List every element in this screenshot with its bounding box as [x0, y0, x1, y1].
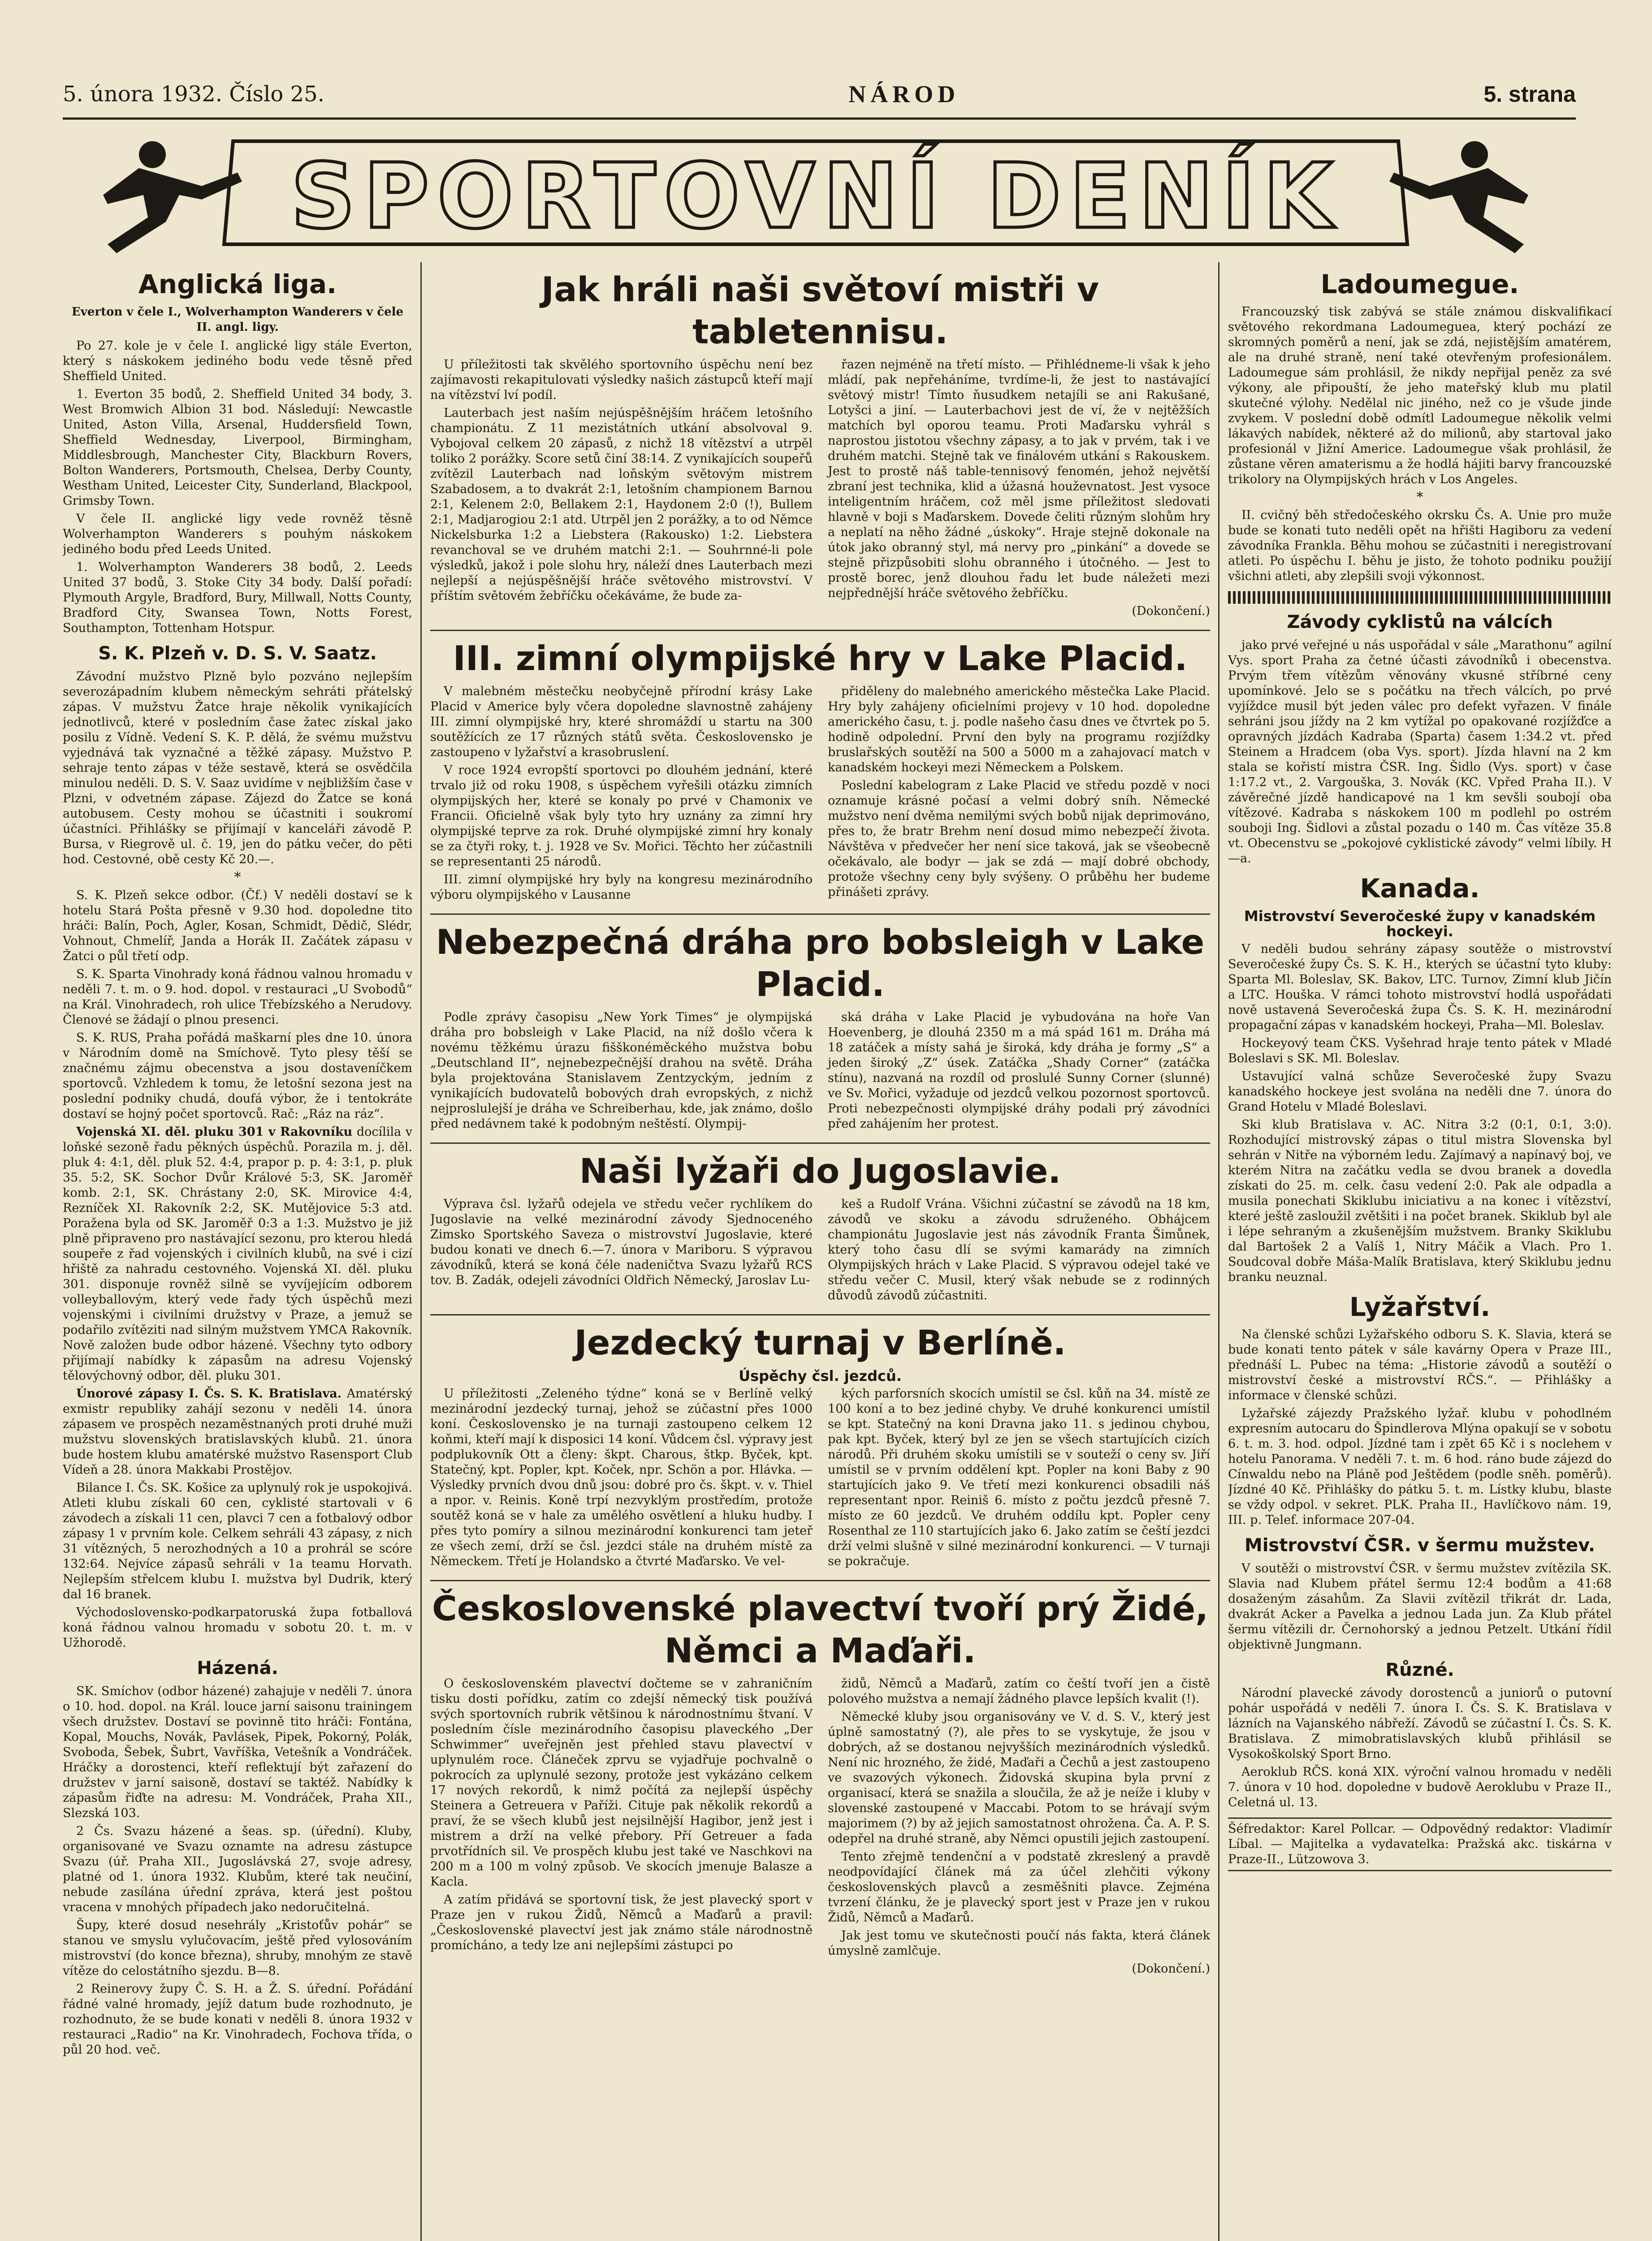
article-paragraph: Tento zřejmě tendenční a v podstatě zkreslený a pravdě neodpovídající článek má za účel zlehčiti výkony československých plavců a zesměšniti plavce. Zejména tvrzení článku, že je plavecký sport jest v Praze jen v rukou Židů, Němců a Maďarů.: [828, 1850, 1210, 1925]
article-paragraph: Národní plavecké závody dorostenců a juniorů o putovní pohár uspořádá v neděli 7. února I. Čs. S. K. Bratislava v lázních na Vajanského nábřeží. Závodů se zúčastní I. Čs. S. K. Bratislava. Z mimobratislavských klubů přihlásil se Vysokoškolský Sport Brno.: [1228, 1686, 1612, 1761]
article-paragraph: Jak jest tomu ve skutečnosti poučí nás fakta, která článek úmyslně zamlčuje.: [828, 1929, 1210, 1958]
article-paragraph: židů, Němců a Maďarů, zatím co čeští tvoří jen a čistě polového mužstva a nemají žádného plavce lepších kvalit (!).: [828, 1677, 1210, 1706]
article-paragraph: A zatím přidává se sportovní tisk, že jest plavecký sport v Praze jen v rukou Židů, Němců a Maďarů a pravil: „Československé plavectví jest jak známo stále národnostně promícháno, a tedy lze ani nejlepšími zástupci po: [430, 1893, 813, 1952]
article-paragraph: V malebném městečku neobyčejně přírodní krásy Lake Placid v Americe byly včera dopoledne slavnostně zahájeny III. zimní olympijské hry, které shromáždí u startu na 300 soutěžících ze 17 různých států světa. Československo je zastoupeno v lyžařství a krasobruslení.: [430, 684, 813, 759]
article-paragraph: jako prvé veřejné u nás uspořádal v sále „Marathonu“ agilní Vys. sport Praha za četné účasti závodníků i obecenstva. Prvým třem vítězům věnovány vkusné stříbrné ceny upomínkové. Jelo se s počátku na třech válcích, po prvé vyjíždce musil být jeden válec pro defekt vyřazen. V finále sehráni jsou jíždy na 2 km vytížal po opakované rozjížďce a opravných jízdách Kadraba (Sparta) časem 1:34.2 vt. před Steinem a Hradcem (oba Vys. sport). Jízda hlavní na 2 km stala se kořistí mistra ČSR. Ing. Šidlo (Vys. sport) v čase 1:17.2 vt., 2. Vargouška, 3. Novák (KC. Vpřed Praha II.). V závěrečné jízdě handicapové na 1 km sevšli soubojí oba vítězové. Kadraba s náskokem 100 m podlehl po ostrém souboji Ing. Šidlovi a zůstal pozadu o 140 m. Čas vítěze 35.8 vt. Obecenstvu se „pokojové cyklistické závody“ velmi líbily. H—a.: [1228, 638, 1612, 865]
section-rule: [430, 630, 1210, 631]
continuation-note: (Dokončení.): [1132, 604, 1210, 618]
article-paragraph: U příležitosti „Zeleného týdne“ koná se v Berlíně velký mezinárodní jezdecký turnaj, jehož se zúčastní přes 1000 koní. Československo je na turnaji zastoupeno celkem 12 koňmi, kteří mají k disposici 14 koní. Vůdcem čsl. výpravy jest podplukovník Ott a členy: škpt. Charous, štkp. Byček, kpt. Statečný, kpt. Popler, kpt. Koček, npr. Schön a por. Hlávka. — Výsledky prvních dvou dnů jsou: dobré pro čs. škpt. v. v. Thiel a npor. v. Reinis. Koně trpí nezvyklým prostředím, protože soutěž koná se v hale za umělého osvětlení a hluku hudby. I přes tyto pomíry a silnou mezinárodní konkurenci tam jeteř ze všech zemí, drží se čsl. jezdci stále na druhém místě za Německem. Třetí je Holandsko a čtvrté Maďarsko. Ve vel-: [430, 1387, 813, 1568]
headline-berlin: Jezdecký turnaj v Berlíně.: [574, 1323, 1066, 1363]
section-rule: [430, 913, 1210, 915]
masthead-title: SPORTOVNÍ DENÍK: [290, 144, 1341, 249]
article-tabletennis: [430, 357, 1210, 622]
subheadline-berlin: Úspěchy čsl. jezdců.: [739, 1367, 902, 1384]
article-paragraph: III. zimní olympijské hry byly na kongresu mezinárodního výboru olympijského v Lausanne: [430, 873, 813, 902]
headline-cyklistu: Závody cyklistů na válcích: [1287, 612, 1553, 632]
headline-anglicka-liga: Anglická liga.: [138, 269, 337, 299]
article-paragraph: Bilance I. Čs. SK. Košice za uplynulý rok je uspokojivá. Atleti klubu získali 60 cen, cyklisté startovali v 6 závodech a získali 11 cen, plavci 7 cen a fotbalový odbor zápasy 1 v prvním kole. Celkem sehráli 43 zápasy, z nich 31 vítězných, 5 nerozhodných a 10 a prohrál se scóre 132:64. Nejvíce zápasů sehráli v 1a teamu Horvath. Nejlepším střelcem klubu I. mužstva byl Dudrik, který dal 16 branek.: [63, 1481, 412, 1601]
article-lake-placid: [430, 684, 1210, 905]
imprint: Šéfredaktor: Karel Pollcar. — Odpovědný redaktor: Vladimír Líbal. — Majitelka a vydavatelka: Pražská akc. tiskárna v Praze-II., Lützowova 3.: [1228, 1817, 1612, 1871]
headline-ladoumegue: Ladoumegue.: [1320, 269, 1519, 299]
runner-left-icon: [103, 141, 242, 253]
article-paragraph: Poslední kabelogram z Lake Placid ve středu pozdě v noci oznamuje krásné počasí a velmi dobrý sníh. Německé mužstvo není dvěma nemilými svých bobů nijak deprimováno, přes to, že bratr Brehm není dosud mimo nebezpečí života. Návštěva v předvečer her není sice taková, jak se všeobecně očekávalo, ale bodyr — jak se zdá — mají dobré obchody, protože všechny ceny byly svýšeny. O průběhu her budeme přinášeti zprávy.: [828, 779, 1210, 899]
article-paragraph: keš a Rudolf Vrána. Všichni zúčastní se závodů na 18 km, závodů ve skoku a závodu sdruženého. Obhájcem championátu Jugoslavie jest nás závodník Franta Šimůnek, který toho času dlí se svými kamarády na zimních Olympijských hrách v Lake Placid. S výpravou odejel také ve středu večer C. Musil, který však nebude se z rodinných důvodů závodů zúčastniti.: [828, 1197, 1210, 1302]
article-jugoslavie: [430, 1197, 1210, 1306]
article-paragraph: V roce 1924 evropští sportovci po dlouhém jednání, které trvalo již od roku 1908, s úspěchem vyřešili otázku zimních olympijských her, které se konaly po prvé v Chamonix ve Francii. Oficielně však byly tyto hry uznány za zimní hry olympijské teprve za rok. Druhé olympijské zimní hry konaly se za čtyři roky, t. j. 1928 ve Sv. Mořici. Těchto her zúčastnili se representanti 25 národů.: [430, 763, 813, 869]
headline-tabletennis: Jak hráli naši světoví mistři v tabletennisu.: [541, 269, 1099, 351]
article-paragraph: 2 Reinerovy župy Č. S. H. a Ž. S. úřední. Pořádání řádné valné hromady, jejíž datum bude rozhodnuto, je rozhodnuto, že se bude konati v neděli 8. února 1932 v restauraci „Radio“ na Kr. Vinohradech, Fochova třída, o půl 20 hod. več.: [63, 1982, 412, 2057]
headline-kanada: Kanada.: [1360, 873, 1480, 904]
headline-lyzarstvi: Lyžařství.: [1349, 1292, 1491, 1322]
continuation-note: (Dokončení.): [1132, 1962, 1210, 1976]
notice-paragraph: S. K. RUS, Praha pořádá maškarní ples dne 10. února v Národním domě na Smíchově. Tyto plesy těší se značnému zájmu obecenstva a jsou dostaveníčkem sportovců. Vzhledem k tomu, že letošní sezona jest na poslední podniky chudá, doufá výbor, že i tentokráte dostaví se hojný počet sportovců. Rač: „Ráz na ráz“.: [63, 1031, 412, 1121]
section-rule: [430, 1314, 1210, 1315]
paper-name: NÁROD: [848, 81, 960, 108]
article-paragraph: Šupy, které dosud nesehrály „Kristoťův pohár“ se stanou ve smyslu vylučovacím, ještě před vylosováním mistrovství (do konce března), shruby, mnohým ze stavě vítěze do celostátního sjezdu. B—8.: [63, 1918, 412, 1978]
section-rule: [430, 1142, 1210, 1144]
article-paragraph: řazen nejméně na třetí místo. — Přihlédneme-li však k jeho mládí, pak nepřeháníme, tvrdíme-li, že jest to nastávající světový mistr! Tímto ňusudkem netajíli se ani Rakušané, Lotyšci a jiní. — Lauterbachovi jest de ví, že v nejtěžších matchích byl oporou teamu. Proti Maďarsku vyhrál s naprostou jistotou všechny zápasy, a to jak v prvém, tak i ve druhém matchi. Stejně tak ve finálovém utkání s Rakouskem. Jest to prostě náš table-tennisový fenomén, jehož největší zbraní jest technika, klid a úžasná houževnatost. Jest vysoce inteligentním hráčem, což měl jsme příležitost sledovati hlavně v boji s Maďarskem. Dovede čeliti různým slohům hry a neplatí na něho žádné „úskoky“. Hraje stejně dokonale na útok jako obranný styl, má nervy pro „pinkání“ a dovede se stejně přizpůsobiti slohu obranného i útočného. — Jest to prostě borec, jenž dlouhou řadu let bude náležeti mezi nejpřednější hráče světového žebříčku.: [828, 358, 1210, 600]
article-paragraph: Německé kluby jsou organisovány ve V. d. S. V., který jest úplně samostatný (?), ale přes to se vyskytuje, že jsou v dobrých, až se dostanou nejvyšších mezinárodních výsledků. Není nic hrozného, že židé, Maďaři a Čechů a jest zastoupeno ve svazových výkonech. Židovská skupina byla první z organisací, která se snažila a sloučila, že až je neíže i kluby v slovenské zastoupené v Maccabi. Potom to se hrávají svým majorimem (?) by až jejich samostatnost ohrožena. Ča. A. P. S. odepřel na druhé straně, aby Němci opustili jejich zastoupení.: [828, 1710, 1210, 1846]
article-paragraph: Lyžařské zájezdy Pražského lyžař. klubu v pohodlném expresním autocaru do Špindlerova Mlýna opakují se v sobotu 6. t. m. 3. hod. odpol. Jízdné tam i zpět 65 Kč i s noclehem v hotelu Panorama. V neděli 7. t. m. 6 hod. ráno bude zájezd do Cínwaldu nebo na Pláně pod Ještědem (podle sněh. poměrů). Jízdné 40 Kč. Přihlášky do pátku 5. t. m. Lístky klubu, blaste se vždy odpol. v sekret. PLK. Praha II., Havlíčkovo nám. 19, III. p. Telef. informace 207-04.: [1228, 1406, 1612, 1527]
article-paragraph: přiděleny do malebného amerického městečka Lake Placid. Hry byly zahájeny oficielními projevy v 10 hod. dopoledne amerického času, t. j. podle našeho času dnes ve čtvrtek po 5. hodině odpolední. První den byly na programu rozjíždky bruslařských soutěží na 500 a 5000 m a zahajovací match v kanadském hockeyi mezi Německem a Polskem.: [828, 684, 1210, 774]
column-center: [430, 262, 1210, 2241]
page-columns: [63, 262, 1612, 2241]
article-paragraph: Aeroklub RČS. koná XIX. výroční valnou hromadu v neděli 7. února v 10 hod. dopoledne v budově Aeroklubu v Praze II., Celetná ul. 13.: [1228, 1765, 1612, 1809]
article-paragraph: Po 27. kole je v čele I. anglické ligy stále Everton, který s náskokem jediného bodu vede těsně před Sheffield United.: [63, 339, 412, 383]
article-paragraph: II. cvičný běh středočeského okrsku Čs. A. Unie pro muže bude se konati tuto neděli opět na hřišti Hagiboru za vedení závodníka Frankla. Běhu mohou se zúčastniti i neregistrovaní atleti. Po úspěchu I. běhu je jisto, že tohoto podniku použijí všichni atleti, aby zlepšili svoji výkonnost.: [1228, 508, 1612, 583]
column-right: [1228, 262, 1612, 2241]
dotted-divider: [1228, 591, 1612, 604]
article-paragraph: O československém plavectví dočteme se v zahraničním tisku dosti pořídku, zatím co zdejší německý tisk používá svých sportovních rubrik většinou k národnostnímu štvaní. V posledním čísle mezinárodního časopisu plaveckého „Der Schwimmer“ uveřejněn jest přehled stavu plavectví v uplynulém roce. Článeček zprvu se vyjadřuje pochvalně o pokrocích za uplynulé sezony, protože jest vykázáno celkem 17 nových rekordů, k nimž počítá za nejlepší úspěchy Steinera a Getreuera v Paříži. Cituje pak několik rekordů a praví, že se všech klubů jest nejsilnější Hagibor, jenž jest i mistrem a drží na velké přebory. Pří Getreuer a fada prvotřídních sil. Ve prospěch klubu jest také ve Naschkovi na 200 m a 100 m volný způsob. Ve skocích jmenuje Balasze a Kacla.: [430, 1677, 813, 1889]
headline-jugoslavie: Naši lyžaři do Jugoslavie.: [579, 1151, 1061, 1191]
masthead-svg: [90, 123, 1542, 262]
headline-plzen: S. K. Plzeň v. D. S. V. Saatz.: [98, 643, 377, 664]
article-paragraph: SK. Smíchov (odbor házené) zahajuje v neděli 7. února o 10. hod. dopol. na Král. louce jarní saisonu trainingem všech družstev. Dostaví se povinně tito hráči: Fontána, Kopal, Mouchs, Novák, Pavlásek, Pipek, Pokorný, Polák, Svoboda, Šebek, Šubrt, Vavříška, Vetešník a Vondráček. Hráčky a dorostenci, kteří reflektují být zařazení do družstev v jarní saisoně, dostaví se taktéž. Nabídky k zápasům řiďte na adresu: M. Vondráček, Praha XII., Slezská 103.: [63, 1684, 412, 1820]
article-paragraph: V čele II. anglické ligy vede rovněž těsně Wolverhampton Wanderers s pouhým náskokem jediného bodu před Leeds United.: [63, 512, 412, 556]
article-paragraph: U příležitosti tak skvělého sportovního úspěchu není bez zajímavosti rekapitulovati výsledky našich zástupců kteří mají na vítězství lví podíl.: [430, 358, 813, 402]
article-paragraph: 2 Čs. Svazu házené a šeas. sp. (úřední). Kluby, organisované ve Svazu oznamte na adresu zástupce Svazu (úř. Praha XII., Jugoslávská 27, svoje adresy, platné od 1. února 1932. Klubům, které tak neučiní, nebude zasílána úřední zpráva, která jest poštou vracena v mnohých případech jako nedoručitelná.: [63, 1824, 412, 1914]
subheadline-kanada: Mistrovství Severočeské župy v kanadském hockeyi.: [1244, 908, 1596, 940]
article-paragraph: Ustavující valná schůze Severočeské župy Svazu kanadského hockeye jest svolána na neděli dne 7. února do Grand Hotelu v Mladé Boleslavi.: [1228, 1069, 1612, 1114]
article-paragraph: Lauterbach jest naším nejúspěšnějším hráčem letošního championátu. Z 11 mezistátních utkání absolvoval 9. Vybojoval celkem 20 zápasů, z nichž 18 vítězství a utrpěl toliko 2 porážky. Score setů činí 38:14. Z vynikajících soupeřů zvítězil Lauterbach nad loňským světovým mistrem Szabadosem, a to dvakrát 2:1, letošním championem Barnou 2:1, Kelenem 2:0, Bellakem 2:1, Haydonem 2:0 (!), Bullem 2:1, Madjarogiou 2:1 atd. Utrpěl jen 2 porážky, a to od Němce Nickelsburka 1:2 a Liebstera (Rakousko) 1:2. Liebstera revanchoval se ve druhém matchi 2:1. — Souhrnné-li pole výsledků, jakož i pole slohu hry, náleží dnes Lauterbach mezi nejlepší a nejúspěšnější hráče světového mistrovství. V příštím světovém žebříčku očekáváme, že bude za-: [430, 406, 813, 603]
article-paragraph: Hockeyový team ČKS. Vyšehrad hraje tento pátek v Mladé Boleslavi s SK. Ml. Boleslav.: [1228, 1036, 1612, 1065]
article-paragraph: V neděli budou sehrány zápasy soutěže o mistrovství Severočeské župy Čs. S. K. H., kterých se účastní tyto kluby: Sparta Ml. Boleslav, SK. Bakov, LTC. Turnov, Zimní klub Jičín a LTC. Houška. V rámci tohoto mistrovství hodlá uspořádati nově ustavená Severočeská župa Čs. S. K. H. mezinárodní propagační zápas v kanadském hockeyi, Praha—Ml. Boleslav.: [1228, 942, 1612, 1032]
notice-paragraph: S. K. Sparta Vinohrady koná řádnou valnou hromadu v neděli 7. t. m. o 9. hod. dopol. v restauraci „U Svobodů“ na Král. Vinohradech, roh ulice Třebízského a Nerudovy. Členové se žádají o plnou presenci.: [63, 967, 412, 1027]
headline-ruzne: Různé.: [1385, 1660, 1454, 1680]
issue-date: 5. února 1932. Číslo 25.: [63, 82, 324, 107]
article-paragraph: Výprava čsl. lyžařů odejela ve středu večer rychlíkem do Jugoslavie na velké mezinárodní závody Sjednoceného Zimsko Sportského Saveza o mistrovství Jugoslavie, které budou konati ve dnech 6.—7. února v Mariboru. S výpravou závodníků, která se koná čéle nadeničtva Svazu lyžařů RCS tov. B. Zadák, odejeli závodníci Oldřich Německý, Jaroslav Lu-: [430, 1197, 813, 1287]
article-plavectvi: [430, 1676, 1210, 1979]
article-berlin: [430, 1386, 1210, 1572]
headline-lake-placid: III. zimní olympijské hry v Lake Placid.: [453, 638, 1188, 678]
article-paragraph: Podle zprávy časopisu „New York Times“ je olympijská dráha pro bobsleigh v Lake Placid, na níž došlo včera k novému těžkému úrazu fišškonéměckého mužstva bobu „Deutschland II“, nejnebezpečnější drahou na světě. Dráha byla projektována Stanislavem Zentzyckým, jedním z vynikajících budovatelů bobových drah evropských, z nichž nejproslulejší je dráha ve Schreiberhau, kde, jak známo, došlo před nedávnem také k podobným neštěstí. Olympij-: [430, 1010, 813, 1131]
article-paragraph: Ski klub Bratislava v. AC. Nitra 3:2 (0:1, 0:1, 3:0). Rozhodující mistrovský zápas o titul mistra Slovenska byl sehrán v Nitře na výborném ledu. Zajímavý a napínavý boj, ve kterém Nitra na začátku vedla se dvou branek a dovedla získati do 25. m. celk. času vedení 2:0. Pak ale odpadla a musila ponechati Skiklubu iniciativu a na konec i vítězství, které ještě zasloužil zvětšiti i na počet branek. Skiklub byl ale i lépe sehraným a zkušenějším mužstvem. Branky Skiklubu dal Bartošek 2 a Valíš 1, Nitry Máčik a Vlach. Pro 1. Soudcoval dobře Máša-Malík Bratislava, který Skiklubu jednu branku neuznal.: [1228, 1118, 1612, 1284]
article-paragraph: kých parforsních skocích umístil se čsl. kůň na 34. místě ze 100 koní a to bez jediné chyby. Ve druhé konkurenci umístil se kpt. Statečný na koni Dravna jako 11. s jedinou chybou, pak kpt. Byček, který byl ze jen se všech startujících cizích národů. Při druhém skoku umístili se v souteží o ceny sv. Jiří umístil se v prvním oddělení kpt. Popler na koni Baby z 90 startujících jako 9. Ve třetí mezi konkurenci obsadili náš representant npor. Reiniš 6. místo z počtu jezdců přesně 7. místo ze 60 jezdců. Ve druhém oddílu kpt. Popler ceny Rosenthal ze 110 startujících jako 6. Jako zatím se čeští jezdci drží velmi slušně v silné mezinárodní konkurenci. — V turnaji se pokračuje.: [828, 1387, 1210, 1568]
top-rule: [63, 117, 1576, 120]
article-paragraph: Vojenská XI. děl. pluku 301 v Rakovníku docílila v loňské sezoně řadu pěkných úspěchů. Porazila m. j. děl. pluk 4: 4:1, děl. pluk 52. 4:4, prapor p. p. 4: 3:1, p. pluk 35. 5:2, SK. Sochor Dvůr Králové 5:3, SK. Jaroměř komb. 2:1, SK. Chrástany 2:0, SK. Mirovice 4:4, Rezníček XI. Rakovník 2:2, SK. Mutějovice 5:3 atd. Poražena byla od SK. Jaroměř 0:3 a 1:3. Mužstvo je již plně připraveno pro nastávající sezonu, pro kterou hledá soupeře z řad vojenských i civilních klubů, na své i cizí hřiště za nahradu cestovného. Vojenská XI. děl. pluku 301. disponuje rovněž silně se vyvíjejícím odborem volleyballovým, který vede řady tých úspěchů mezi vojenskými i civilními družstvy v Praze, a jemuž se podařilo zvítěziti nad silným mužstvem YMCA Rakovník. Nově založen bude odbor házené. Všechny tyto odbory přijímají nabídky k zápasům na adresu Vojenský tělovýchovný odbor, děl. pluku 301.: [63, 1125, 412, 1383]
column-rule: [420, 262, 430, 2241]
article-paragraph: 1. Everton 35 bodů, 2. Sheffield United 34 body, 3. West Bromwich Albion 31 bod. Následují: Newcastle United, Aston Villa, Arsenal, Huddersfield Town, Sheffield Wednesday, Liverpool, Birmingham, Middlesbrough, Manchester City, Blackburn Rovers, Bolton Wanderers, Portsmouth, Chelsea, Derby County, Westham United, Leicester City, Sunderland, Blackpool, Grimsby Town.: [63, 387, 412, 508]
article-paragraph: 1. Wolverhampton Wanderers 38 bodů, 2. Leeds United 37 bodů, 3. Stoke City 34 body. Další pořadí: Plymouth Argyle, Bradford, Bury, Millwall, Notts County, Bradford City, Swansea Town, Notts Forest, Southampton, Tottenham Hotspur.: [63, 560, 412, 635]
byline-anglicka-liga: Everton v čele I., Wolverhampton Wanderers v čele II. angl. ligy.: [71, 305, 404, 334]
running-head: [63, 78, 1576, 110]
headline-sermu: Mistrovství ČSR. v šermu mužstev.: [1244, 1535, 1596, 1556]
article-paragraph: Francouzský tisk zabývá se stále známou diskvalifikací světového rekordmana Ladoumeguea, který pochází ze skromných poměrů a není, jak se zdá, nejistějším amatérem, ale na druhé straně, není také otevřeným profesionálem. Ladoumegue sám prohlásil, že nikdy nepřijal peněz za své výkony, ale připouští, že jeho mateřský klub mu platil skutečné výlohy. Nedělal nic jiného, než co je všude jinde zvykem. V poslední době odmítl Ladoumegue několik velmi lákavých nabídek, některé až do milionů, aby startoval jako profesionál v Jižní Americe. Ladoumegue však prohlásil, že zůstane věren amaterismu a že hodlá hájiti barvy francouzské trikolory na Olympijských hrách v Los Angeles.: [1228, 305, 1612, 486]
article-paragraph: Únorové zápasy I. Čs. S. K. Bratislava. Amatérský exmistr republiky zahájí sezonu v neděli 14. února zápasem ve prospěch nezaměstnaných proti druhé muži mužstvu slovenských bratislavských klubů. 21. února bude hostem klubu amatérské mužstvo Rasensport Club Vídeň a 28. února Makkabi Prostějov.: [63, 1387, 412, 1477]
section-rule: [430, 1580, 1210, 1581]
notice-paragraph: S. K. Plzeň sekce odbor. (Čf.) V neděli dostaví se k hotelu Stará Pošta přesně v 9.30 hod. dopoledne tito hráči: Balín, Poch, Agler, Kosan, Schmidt, Dědič, Slédr, Vohnout, Chmelíř, Janda a Horák II. Začátek zápasu v Žatci o půl třetí odp.: [63, 888, 412, 963]
article-paragraph: Závodní mužstvo Plzně bylo pozváno nejlepším severozápadním klubem německým sehráti přátelský zápas. V mužstvu Žatce hraje několik vynikajících jednotlivců, které v posledním čase žatec získal jako posilu z Vídně. Vedení S. K. P. dělá, že svému mužstvu vyjednává tak vyznačné a těžké zápasy. Mužstvo P. sehraje tento zápas v téže sestavě, která se osvědčila minulou neděli. D. S. V. Saaz uvidíme v nejbližším čase v Plzni, v odvetném zápase. Zájezd do Žatce se koná autobusem. Cesty mohou se účastniti i soukromí účastníci. Přihlášky se přijímají v kanceláři závodě P. Bursa, v Riegrově ul. č. 19, jen do pátku večer, do pěti hod. Cestovné, obě cesty Kč 20.—.: [63, 670, 412, 866]
masthead-banner: [90, 123, 1542, 262]
article-paragraph: Na členské schůzi Lyžařského odboru S. K. Slavia, která se bude konati tento pátek v sále kavárny Opera v Praze III., přednáší L. Pubec na téma: „Historie závodů a soutěží o mistrovství české a mistrovství RČS.“. — Přihlášky a informace v členské schůzi.: [1228, 1328, 1612, 1402]
headline-hazena: Házená.: [197, 1658, 278, 1679]
star-divider: *: [234, 870, 241, 885]
column-rule: [1218, 262, 1228, 2241]
runner-right-icon: [1389, 141, 1528, 253]
article-paragraph: V soutěži o mistrovství ČSR. v šermu mužstev zvítězila SK. Slavia nad Klubem přátel šermu 12:4 bodům a 41:68 dosaženým zásahům. Za Slavii zvítězil třikrát dr. Lada, dvakrát Acker a Pavelka a jednou Lada jun. Za Klub přátel šermu vítězili dr. Černohorský a jednou Petzelt. Utkání řídil objektivně Jungmann.: [1228, 1562, 1612, 1652]
article-paragraph: Východoslovensko-podkarpatoruská župa fotballová koná řádnou valnou hromadu v sobotu 20. t. m. v Užhorodě.: [63, 1605, 412, 1650]
column-left: [63, 262, 412, 2241]
article-paragraph: ská dráha v Lake Placid je vybudována na hoře Van Hoevenberg, je dlouhá 2350 m a má spád 161 m. Dráha má 18 zatáček a místy sahá je široká, kdy dráha je formy „S“ a jeden široký „Z“ úsek. Zatáčka „Shady Corner“ (zatáčka stínu), nazvaná na rozdíl od proslulé Sunny Corner (slunné) ve Sv. Mořici, vyžaduje od jezdců velkou pozornost sportovců. Proti nebezpečnosti olympijské dráhy podali prý závodníci před zahájením her protest.: [828, 1010, 1210, 1131]
headline-plavectvi: Československé plavectví tvoří prý Židé, Němci a Maďaři.: [432, 1588, 1208, 1670]
article-bobsleigh: [430, 1010, 1210, 1134]
star-divider: *: [1416, 489, 1423, 505]
page-number: 5. strana: [1483, 82, 1576, 107]
headline-bobsleigh: Nebezpečná dráha pro bobsleigh v Lake Placid.: [436, 922, 1205, 1004]
